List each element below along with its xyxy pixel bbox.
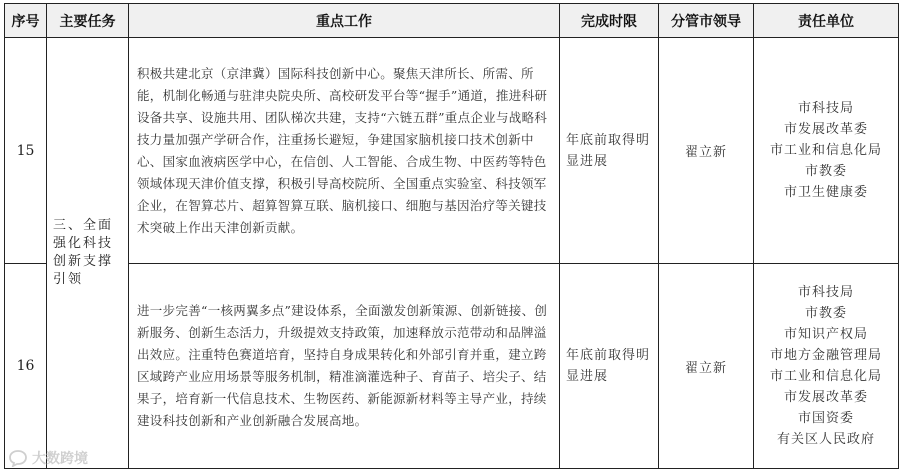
- header-task: 主要任务: [47, 4, 129, 38]
- deadline: 年底前取得明显进展: [560, 264, 659, 469]
- unit-item: 有关区人民政府: [776, 432, 875, 447]
- table-header-row: [5, 4, 899, 38]
- row-seq: 15: [5, 38, 47, 264]
- task-table: [4, 3, 899, 469]
- unit-item: 市地方金融管理局: [769, 348, 882, 363]
- unit-item: 市发展改革委: [783, 122, 868, 137]
- main-task: 三、全面强化科技创新支撑引领: [47, 38, 129, 469]
- header-leader: 分管市领导: [659, 4, 754, 38]
- header-deadline: 完成时限: [560, 4, 659, 38]
- header-units: 责任单位: [754, 4, 899, 38]
- unit-item: 市科技局: [797, 285, 854, 300]
- unit-item: 市卫生健康委: [783, 185, 868, 200]
- leader: 翟立新: [659, 38, 754, 264]
- unit-item: 市科技局: [797, 101, 854, 116]
- responsible-units: [754, 38, 899, 264]
- table-row: [5, 264, 899, 469]
- unit-item: 市教委: [804, 164, 847, 179]
- key-work: [129, 264, 560, 469]
- key-work: [129, 38, 560, 264]
- key-work-text: 进一步完善“一核两翼多点”建设体系，全面激发创新策源、创新链接、创新服务、创新生态活力，升级提效支持政策，加速释放示范带动和品牌溢出效应。注重特色赛道培育，坚持自身成果转化和外部引育并重，建立跨区域跨产业应用场景等服务机制，精准滴灌选种子、育苗子、培尖子、结果子，培育新一代信息技术、生物医药、新能源新材料等主导产业，持续建设科技创新和产业创新融合发展高地。: [137, 303, 548, 428]
- header-seq: 序号: [5, 4, 47, 38]
- unit-item: 市知识产权局: [783, 327, 868, 342]
- unit-item: 市国资委: [797, 411, 854, 426]
- leader: 翟立新: [659, 264, 754, 469]
- key-work-text: 积极共建北京（京津冀）国际科技创新中心。聚焦天津所长、所需、所能，机制化畅通与驻津央院央所、高校研发平台等“握手”通道，推进科研设备共享、设施共用、团队梯次共建，支持“六链五群”重点企业与战略科技力量加强产学研合作，注重扬长避短，争建国家脑机接口技术创新中心、国家血液病医学中心，在信创、人工智能、合成生物、中医药等特色领域体现天津价值支撑，积极引导高校院所、全国重点实验室、科技领军企业，在智算芯片、超算智算互联、脑机接口、细胞与基因治疗等关键技术突破上作出天津创新贡献。: [137, 65, 548, 235]
- watermark: [8, 448, 88, 468]
- unit-item: 市工业和信息化局: [769, 143, 882, 158]
- chat-bubble-icon: [8, 449, 28, 467]
- unit-item: 市发展改革委: [783, 390, 868, 405]
- responsible-units: [754, 264, 899, 469]
- unit-item: 市教委: [804, 306, 847, 321]
- unit-item: 市工业和信息化局: [769, 369, 882, 384]
- watermark-text: 大数跨境: [32, 451, 88, 467]
- deadline: 年底前取得明显进展: [560, 38, 659, 264]
- header-work: 重点工作: [129, 4, 560, 38]
- row-seq: 16: [5, 264, 47, 469]
- table-row: [5, 38, 899, 264]
